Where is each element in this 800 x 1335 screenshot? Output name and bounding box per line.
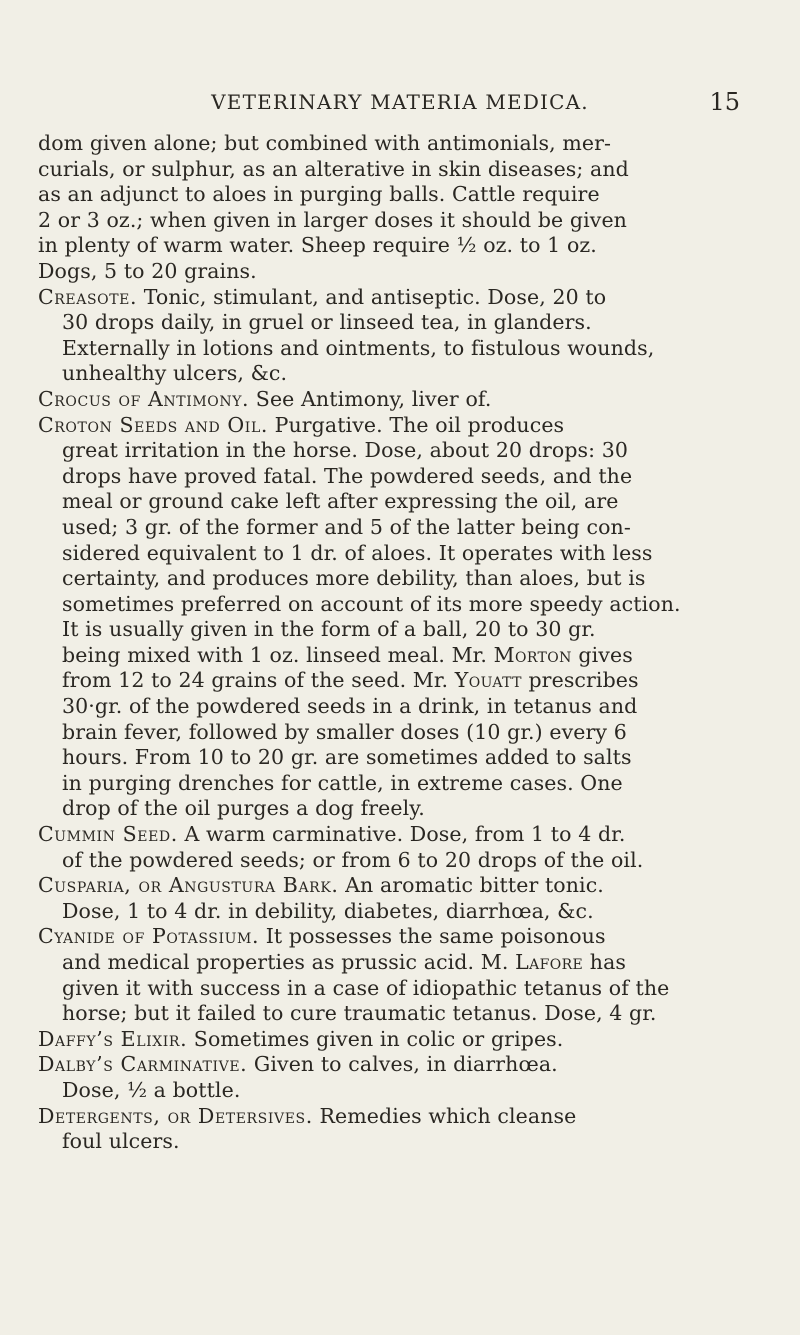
text-line <box>38 515 750 541</box>
text-line <box>38 336 750 362</box>
text-run: in plenty of warm water. Sheep require ½ oz. to 1 oz. <box>38 233 597 258</box>
text-run: Tonic, stimulant, and antiseptic. Dose, 20 to <box>137 284 607 309</box>
page-number: 15 <box>709 88 740 116</box>
running-header <box>140 82 740 122</box>
text-line <box>38 873 750 899</box>
entry-heading: Dalby’s Carminative. <box>38 1052 248 1077</box>
text-line <box>38 233 750 259</box>
text-line <box>38 899 750 925</box>
text-line <box>38 592 750 618</box>
text-line <box>38 1027 750 1053</box>
text-line <box>38 1001 750 1027</box>
text-line <box>38 413 750 439</box>
text-line <box>38 361 750 387</box>
text-run: prescribes <box>521 668 639 693</box>
text-run: sidered equivalent to 1 dr. of aloes. It operates with less <box>62 540 653 565</box>
text-line <box>38 566 750 592</box>
text-run: dom given alone; but combined with antimonials, mer- <box>38 131 612 155</box>
text-line <box>38 694 750 720</box>
text-run: meal or ground cake left after expressing the oil, are <box>62 489 619 514</box>
text-run: Purgative. The oil produces <box>267 412 565 437</box>
text-line <box>38 387 750 413</box>
text-run: given it with success in a case of idiopathic tetanus of the <box>62 975 670 1000</box>
text-run: An aromatic bitter tonic. <box>338 873 604 898</box>
text-run: Sometimes given in colic or gripes. <box>187 1026 564 1051</box>
text-line <box>38 1129 750 1155</box>
text-run: gives <box>571 642 633 667</box>
text-line <box>38 541 750 567</box>
text-run: It is usually given in the form of a ball, 20 to 30 gr. <box>62 617 596 642</box>
entry-heading: Cusparia, or Angustura Bark. <box>38 873 339 898</box>
text-run: See Antimony, liver of. <box>249 386 492 411</box>
text-run: 30 drops daily, in gruel or linseed tea, in glanders. <box>62 310 592 335</box>
text-run: from 12 to 24 grains of the seed. Mr. <box>62 668 455 693</box>
text-line <box>38 668 750 694</box>
text-line <box>38 745 750 771</box>
text-line <box>38 157 750 183</box>
text-run: Dose, 1 to 4 dr. in debility, diabetes, diarrhœa, &c. <box>62 898 594 923</box>
entry-heading: Daffy’s Elixir. <box>38 1026 188 1051</box>
entry-heading: Cummin Seed. <box>38 822 178 847</box>
text-run: being mixed with 1 oz. linseed meal. Mr. <box>62 642 494 667</box>
text-line <box>38 1078 750 1104</box>
text-run: unhealthy ulcers, &c. <box>62 361 288 386</box>
text-line <box>38 950 750 976</box>
text-run: drop of the oil purges a dog freely. <box>62 796 425 821</box>
text-line <box>38 131 750 157</box>
entry-heading: Crocus of Antimony. <box>38 386 250 411</box>
entry-heading: Creasote. <box>38 284 138 309</box>
text-run: Remedies which cleanse <box>312 1103 577 1128</box>
text-run: Externally in lotions and ointments, to fistulous wounds, <box>62 335 655 360</box>
text-line <box>38 822 750 848</box>
text-line <box>38 438 750 464</box>
text-line <box>38 617 750 643</box>
person-name: Lafore <box>515 950 584 974</box>
body-text <box>38 131 750 1155</box>
text-run: in purging drenches for cattle, in extreme cases. One <box>62 770 623 795</box>
text-line <box>38 464 750 490</box>
text-line <box>38 720 750 746</box>
entry-heading: Cyanide of Potassium. <box>38 924 260 949</box>
text-run: certainty, and produces more debility, than aloes, but is <box>62 566 646 591</box>
text-run: drops have proved fatal. The powdered seeds, and the <box>62 463 633 488</box>
running-title: VETERINARY MATERIA MEDICA. <box>211 90 589 114</box>
text-line <box>38 285 750 311</box>
entry-heading: Croton Seeds and Oil. <box>38 412 268 437</box>
text-run: has <box>583 950 627 974</box>
person-name: Youatt <box>454 668 522 693</box>
text-run: sometimes preferred on account of its more speedy action. <box>62 591 681 616</box>
text-run: used; 3 gr. of the former and 5 of the latter being con- <box>62 514 631 539</box>
entry-heading: Detergents, or Detersives. <box>38 1103 313 1128</box>
text-run: of the powdered seeds; or from 6 to 20 drops of the oil. <box>62 847 644 872</box>
text-run: and medical properties as prussic acid. M. <box>62 950 516 974</box>
text-run: hours. From 10 to 20 gr. are sometimes added to salts <box>62 745 632 770</box>
text-line <box>38 796 750 822</box>
text-line <box>38 208 750 234</box>
text-run: Dogs, 5 to 20 grains. <box>38 258 257 283</box>
text-run: Dose, ½ a bottle. <box>62 1077 241 1102</box>
text-run: horse; but it failed to cure traumatic tetanus. Dose, 4 gr. <box>62 1001 657 1026</box>
text-line <box>38 489 750 515</box>
text-line <box>38 1052 750 1078</box>
text-line <box>38 643 750 669</box>
text-run: foul ulcers. <box>62 1129 180 1154</box>
text-line <box>38 976 750 1002</box>
text-line <box>38 771 750 797</box>
text-line <box>38 924 750 950</box>
text-line <box>38 182 750 208</box>
text-line <box>38 1104 750 1130</box>
text-run: Given to calves, in diarrhœa. <box>247 1052 558 1077</box>
text-run: great irritation in the horse. Dose, about 20 drops: 30 <box>62 438 629 463</box>
text-run: as an adjunct to aloes in purging balls. Cattle require <box>38 182 600 207</box>
text-run: curials, or sulphur, as an alterative in skin diseases; and <box>38 156 629 181</box>
text-run: 2 or 3 oz.; when given in larger doses it should be given <box>38 207 627 232</box>
text-line <box>38 848 750 874</box>
text-line <box>38 310 750 336</box>
person-name: Morton <box>493 642 572 667</box>
text-run: It possesses the same poisonous <box>259 924 606 949</box>
text-run: 30·gr. of the powdered seeds in a drink, in tetanus and <box>62 694 638 719</box>
text-run: brain fever, followed by smaller doses (10 gr.) every 6 <box>62 719 627 744</box>
text-line <box>38 259 750 285</box>
text-run: A warm carminative. Dose, from 1 to 4 dr. <box>177 822 626 847</box>
